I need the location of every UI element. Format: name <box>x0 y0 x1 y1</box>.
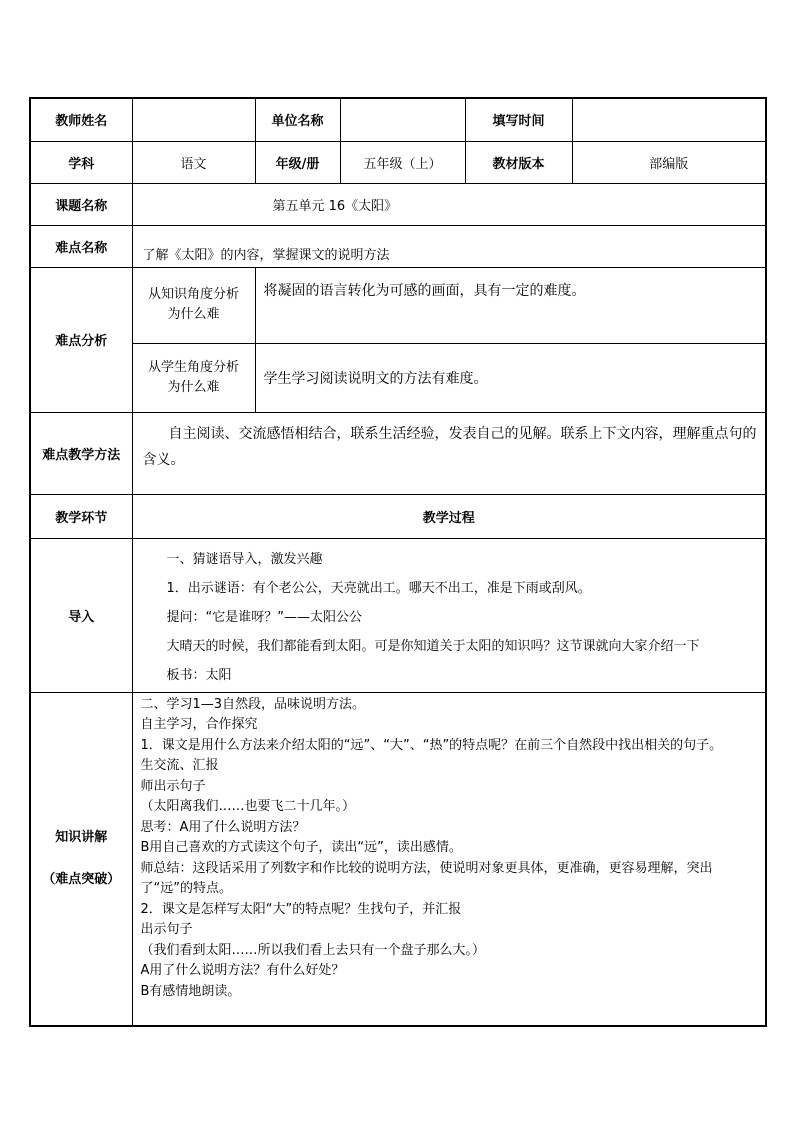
knowledge-line: 2．课文是怎样写太阳“大”的特点呢？生找句子，并汇报 <box>140 901 462 917</box>
method-cell <box>132 412 766 494</box>
header-row <box>30 98 766 141</box>
intro-line: 板书：太阳 <box>166 667 232 683</box>
textbook-value: 部编版 <box>572 141 766 183</box>
grade-label: 年级/册 <box>255 141 340 183</box>
subject-value: 语文 <box>132 141 255 183</box>
topic-value: 第五单元 16《太阳》 <box>132 183 766 225</box>
teacher-name-value[interactable] <box>132 98 255 141</box>
knowledge-sublabel: （难点突破） <box>42 871 121 887</box>
knowledge-analysis-value: 将凝固的语言转化为可感的画面，具有一定的难度。 <box>255 267 766 343</box>
fill-time-value[interactable] <box>572 98 766 141</box>
knowledge-line: 出示句子 <box>140 922 193 937</box>
unit-label: 单位名称 <box>255 98 340 141</box>
difficulty-label: 难点名称 <box>30 225 132 267</box>
lesson-plan-table <box>29 97 767 1027</box>
intro-line: 1．出示谜语：有个老公公，天亮就出工。哪天不出工，准是下雨或刮风。 <box>166 580 591 596</box>
unit-value[interactable] <box>340 98 465 141</box>
knowledge-line: A用了什么说明方法？有什么好处？ <box>140 963 345 978</box>
knowledge-line: B有感情地朗读。 <box>140 983 241 999</box>
knowledge-line: 思考：A用了什么说明方法？ <box>140 819 306 835</box>
difficulty-value: 了解《太阳》的内容，掌握课文的说明方法 <box>132 225 766 267</box>
intro-cell <box>132 538 766 692</box>
knowledge-row <box>30 692 766 1026</box>
knowledge-label: 知识讲解 <box>55 829 108 845</box>
knowledge-analysis-label: 从知识角度分析为什么难 <box>132 267 255 343</box>
knowledge-label-cell <box>30 692 132 1026</box>
intro-label: 导入 <box>30 538 132 692</box>
intro-line: 大晴天的时候，我们都能看到太阳。可是你知道关于太阳的知识吗？这节课就向大家介绍一下 <box>166 638 700 654</box>
knowledge-line: 师总结：这段话采用了列数字和作比较的说明方法，使说明对象更具体，更准确，更容易理解，突出了“远”的特点。 <box>140 860 713 896</box>
topic-label: 课题名称 <box>30 183 132 225</box>
method-label: 难点教学方法 <box>30 412 132 494</box>
topic-row <box>30 183 766 225</box>
knowledge-cell <box>132 692 766 1026</box>
knowledge-line: 师出示句子 <box>140 778 206 794</box>
intro-row <box>30 538 766 692</box>
subject-row <box>30 141 766 183</box>
subject-label: 学科 <box>30 141 132 183</box>
method-value: 自主阅读、交流感悟相结合，联系生活经验，发表自己的见解。联系上下文内容，理解重点句的含义。 <box>142 425 757 468</box>
stage-label: 教学环节 <box>30 494 132 538</box>
knowledge-line: 生交流、汇报 <box>140 758 219 773</box>
intro-line: 一、猜谜语导入，激发兴趣 <box>166 551 323 567</box>
grade-value: 五年级（上） <box>340 141 465 183</box>
knowledge-line: （我们看到太阳……所以我们看上去只有一个盘子那么大。） <box>140 942 486 958</box>
fill-time-label: 填写时间 <box>465 98 572 141</box>
difficulty-row <box>30 225 766 267</box>
teacher-name-label: 教师姓名 <box>30 98 132 141</box>
knowledge-line: （太阳离我们……也要飞二十几年。） <box>140 799 356 814</box>
intro-line: 提问：“它是谁呀？”——太阳公公 <box>166 609 362 625</box>
student-analysis-label: 从学生角度分析为什么难 <box>132 343 255 412</box>
textbook-label: 教材版本 <box>465 141 572 183</box>
student-analysis-value: 学生学习阅读说明文的方法有难度。 <box>255 343 766 412</box>
method-row <box>30 412 766 494</box>
knowledge-line: 二、学习1—3自然段，品味说明方法。 <box>140 696 366 712</box>
process-label: 教学过程 <box>132 494 766 538</box>
knowledge-line: B用自己喜欢的方式读这个句子，读出“远”，读出感情。 <box>140 840 462 855</box>
knowledge-line: 1．课文是用什么方法来介绍太阳的“远”、“大”、“热”的特点呢？在前三个自然段中找出相关的句子。 <box>140 737 723 753</box>
analysis-label: 难点分析 <box>30 267 132 412</box>
knowledge-line: 自主学习，合作探究 <box>140 717 258 732</box>
analysis-row-2 <box>30 343 766 412</box>
analysis-row-1 <box>30 267 766 343</box>
process-header-row <box>30 494 766 538</box>
